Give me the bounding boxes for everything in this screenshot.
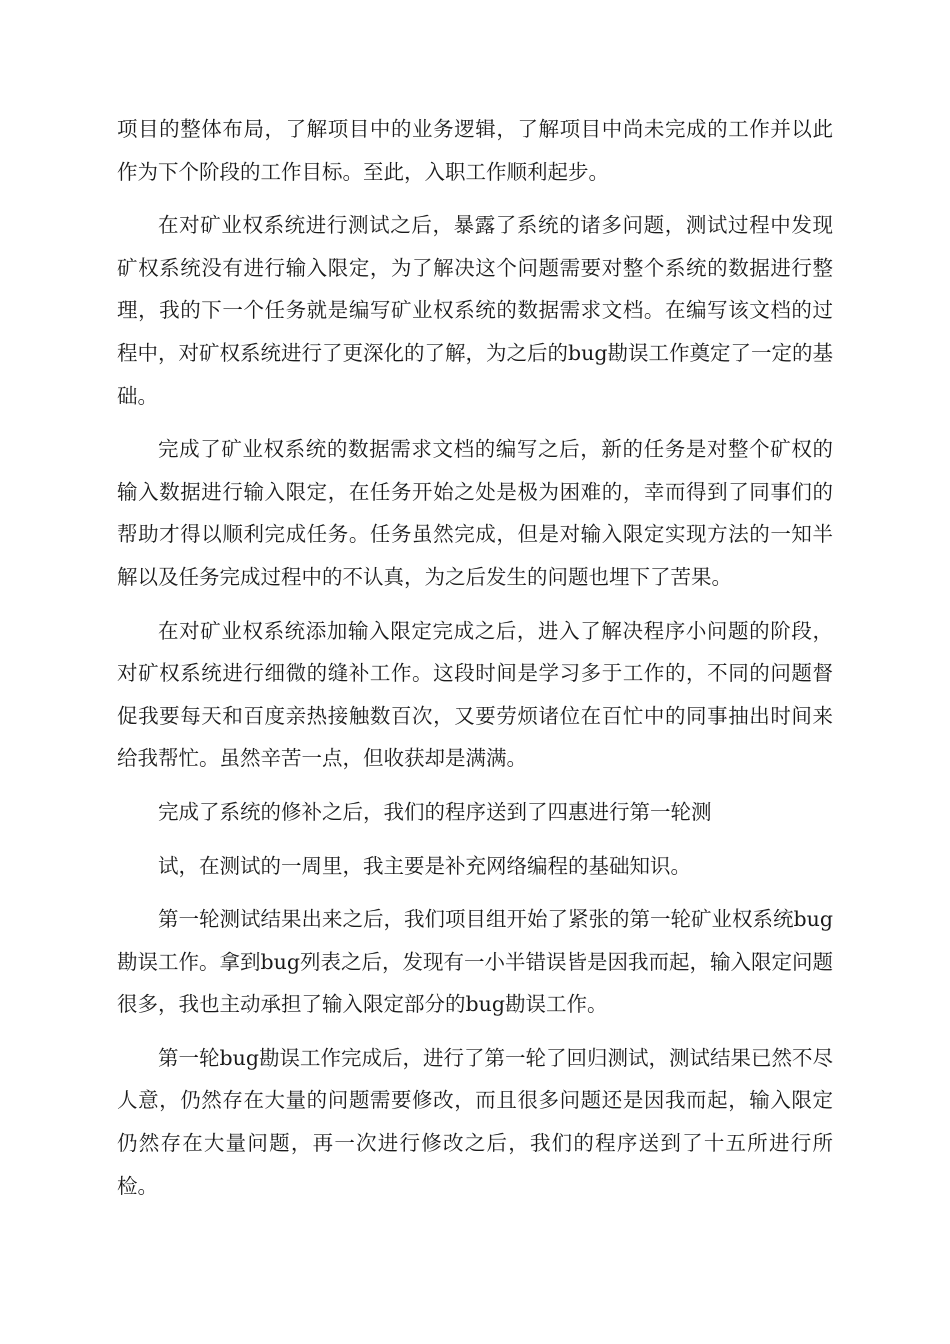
- paragraph-2: 在对矿业权系统进行测试之后，暴露了系统的诸多问题，测试过程中发现矿权系统没有进行输入限定，为了解决这个问题需要对整个系统的数据进行整理，我的下一个任务就是编写矿业权系统的数据需求文档。在编写该文档的过程中，对矿权系统进行了更深化的了解，为之后的bug勘误工作奠定了一定的基础。: [117, 213, 833, 408]
- paragraph-3: 完成了矿业权系统的数据需求文档的编写之后，新的任务是对整个矿权的输入数据进行输入限定，在任务开始之处是极为困难的，幸而得到了同事们的帮助才得以顺利完成任务。任务虽然完成，但是对输入限定实现方法的一知半解以及任务完成过程中的不认真，为之后发生的问题也埋下了苦果。: [117, 437, 833, 589]
- paragraph-7: 第一轮测试结果出来之后，我们项目组开始了紧张的第一轮矿业权系统bug勘误工作。拿到bug列表之后，发现有一小半错误皆是因我而起，输入限定问题很多，我也主动承担了输入限定部分的bug勘误工作。: [117, 907, 833, 1017]
- paragraph-4: 在对矿业权系统添加输入限定完成之后，进入了解决程序小问题的阶段，对矿权系统进行细微的缝补工作。这段时间是学习多于工作的，不同的问题督促我要每天和百度亲热接触数百次，又要劳烦诸位在百忙中的同事抽出时间来给我帮忙。虽然辛苦一点，但收获却是满满。: [117, 618, 833, 771]
- paragraph-8: 第一轮bug勘误工作完成后，进行了第一轮了回归测试，测试结果已然不尽人意，仍然存在大量的问题需要修改，而且很多问题还是因我而起，输入限定仍然存在大量问题，再一次进行修改之后，我们的程序送到了十五所进行所检。: [117, 1045, 833, 1198]
- paragraph-1: 项目的整体布局，了解项目中的业务逻辑，了解项目中尚未完成的工作并以此作为下个阶段的工作目标。至此，入职工作顺利起步。: [117, 117, 833, 184]
- paragraph-6: 试，在测试的一周里，我主要是补充网络编程的基础知识。: [158, 853, 691, 878]
- paragraph-5: 完成了系统的修补之后，我们的程序送到了四惠进行第一轮测: [158, 799, 712, 824]
- document-body: [117, 108, 833, 1218]
